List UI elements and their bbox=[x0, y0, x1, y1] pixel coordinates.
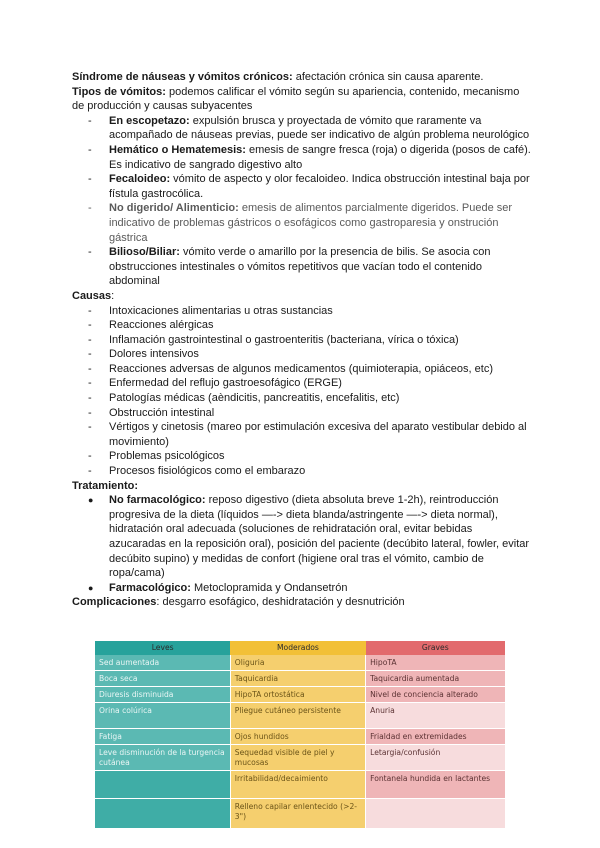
table-row bbox=[95, 745, 505, 771]
list-item bbox=[109, 201, 532, 245]
list-item: - Inflamación gastrointestinal o gastroenteritis (bacteriana, vírica o tóxica) bbox=[109, 333, 532, 348]
list-item: - Obstrucción intestinal bbox=[109, 406, 532, 421]
item-text: vómito de aspecto y olor fecaloideo. Indica obstrucción intestinal baja por fístula gastrocólica. bbox=[109, 173, 530, 200]
table-cell: Pliegue cutáneo persistente bbox=[230, 703, 365, 729]
item-label: Fecaloideo: bbox=[109, 173, 171, 186]
document-body bbox=[72, 70, 532, 610]
table-cell: Frialdad en extremidades bbox=[366, 729, 505, 745]
table-cell: Nivel de conciencia alterado bbox=[366, 687, 505, 703]
table-cell: Taquicardia aumentada bbox=[366, 671, 505, 687]
item-label: Farmacológico: bbox=[109, 581, 191, 594]
table-cell bbox=[95, 771, 230, 799]
causas-heading: Causas: bbox=[72, 289, 115, 302]
item-text: vómito verde o amarillo por la presencia de bilis. Se asocia con obstrucciones intestinales o vómitos repetitivos que vacían todo el contenido abdominal bbox=[109, 246, 491, 288]
table-cell bbox=[95, 799, 230, 829]
list-item: - Intoxicaciones alimentarias u otras sustancias bbox=[109, 304, 532, 319]
table-row bbox=[95, 771, 505, 799]
list-item: - Reacciones adversas de algunos medicamentos (quimioterapia, opiáceos, etc) bbox=[109, 362, 532, 377]
item-text: emesis de sangre fresca (roja) o digerida (posos de café). Es indicativo de sangrado digestivo alto bbox=[109, 143, 531, 171]
table-cell: Ojos hundidos bbox=[230, 729, 365, 745]
table-cell: Boca seca bbox=[95, 671, 230, 687]
item-text: expulsión brusca y proyectada de vómito que raramente va acompañado de náuseas previas, puede ser indicativo de algún problema neurológico bbox=[109, 114, 530, 142]
table-cell: Anuria bbox=[366, 703, 505, 729]
table-row bbox=[95, 799, 505, 829]
table-cell: Sed aumentada bbox=[95, 655, 230, 671]
item-text: reposo digestivo (dieta absoluta breve 1-2h), reintroducción progresiva de la dieta (líquidos —-> dieta blanda/astringente —-> dieta normal), hidratación oral adecuada (soluciones de rehidratación oral, evitar bebidas azucaradas en la reposición oral), posición del paciente (decúbito lateral, fowler, evitar decúbito supino) y medidas de confort (higiene oral tras el vómito, cambio de ropa/cama) bbox=[109, 494, 530, 580]
table-cell: Relleno capilar enlentecido (>2-3") bbox=[230, 799, 365, 829]
header-graves: Graves bbox=[366, 641, 505, 655]
causas-label: Causas bbox=[72, 289, 112, 302]
list-item: - Patologías médicas (aèndicitis, pancreatitis, encefalitis, etc) bbox=[109, 391, 532, 406]
header-moderados: Moderados bbox=[230, 641, 365, 655]
table-row bbox=[95, 655, 505, 671]
header-leves: Leves bbox=[95, 641, 230, 655]
list-item bbox=[109, 581, 532, 596]
paragraph-complicaciones bbox=[72, 595, 532, 610]
list-item: - Procesos fisiológicos como el embarazo bbox=[109, 464, 532, 479]
tratamiento-heading: Tratamiento: bbox=[72, 479, 139, 492]
table-cell: HipoTA ortostática bbox=[230, 687, 365, 703]
sindrome-label: Síndrome de náuseas y vómitos crónicos: bbox=[72, 71, 293, 83]
list-item: - Enfermedad del reflujo gastroesofágico (ERGE) bbox=[109, 376, 532, 391]
complicaciones-text: : desgarro esofágico, deshidratación y desnutrición bbox=[156, 596, 405, 609]
table-cell: Sequedad visible de piel y mucosas bbox=[230, 745, 365, 771]
paragraph-sindrome bbox=[72, 70, 532, 85]
dehydration-severity-table bbox=[95, 641, 505, 829]
sindrome-text: afectación crónica sin causa aparente. bbox=[292, 71, 484, 83]
table-row bbox=[95, 703, 505, 729]
tratamiento-list bbox=[72, 493, 532, 595]
tipos-list bbox=[72, 114, 532, 289]
paragraph-tipos bbox=[72, 85, 532, 114]
table-cell: Irritabilidad/decaimiento bbox=[230, 771, 365, 799]
item-label: No digerido/ Alimenticio: bbox=[109, 202, 239, 215]
item-label: Bilioso/Biliar: bbox=[109, 246, 180, 259]
list-item: - Dolores intensivos bbox=[109, 347, 532, 362]
table-header-row bbox=[95, 641, 505, 655]
tipos-label: Tipos de vómitos: bbox=[72, 85, 166, 98]
causas-list bbox=[72, 304, 532, 479]
tipos-text: podemos calificar el vómito según su apariencia, contenido, mecanismo de producción y causas subyacentes bbox=[72, 85, 520, 113]
table-cell: Oliguria bbox=[230, 655, 365, 671]
table-cell: Diuresis disminuida bbox=[95, 687, 230, 703]
table-cell bbox=[366, 799, 505, 829]
list-item bbox=[109, 172, 532, 201]
table-cell: Letargia/confusión bbox=[366, 745, 505, 771]
table-cell: Taquicardia bbox=[230, 671, 365, 687]
item-label: En escopetazo: bbox=[109, 114, 190, 127]
table-cell: HipoTA bbox=[366, 655, 505, 671]
list-item: - Vértigos y cinetosis (mareo por estimulación excesiva del aparato vestibular debido al movimiento) bbox=[109, 420, 532, 449]
item-text: emesis de alimentos parcialmente digeridos. Puede ser indicativo de problemas gástricos o esofágicos como gastroparesia y onstrución gástrica bbox=[109, 202, 513, 244]
table-cell: Orina colúrica bbox=[95, 703, 230, 729]
table-cell: Fatiga bbox=[95, 729, 230, 745]
table-cell: Fontanela hundida en lactantes bbox=[366, 771, 505, 799]
item-label: Hemático o Hematemesis: bbox=[109, 143, 246, 156]
item-label: No farmacológico: bbox=[109, 494, 206, 507]
list-item bbox=[109, 114, 532, 143]
table-row bbox=[95, 671, 505, 687]
list-item bbox=[109, 493, 532, 581]
table-row bbox=[95, 729, 505, 745]
item-text: Metoclopramida y Ondansetrón bbox=[190, 581, 348, 594]
complicaciones-label: Complicaciones bbox=[72, 596, 157, 609]
list-item: - Reacciones alérgicas bbox=[109, 318, 532, 333]
list-item: - Problemas psicológicos bbox=[109, 449, 532, 464]
table-row bbox=[95, 687, 505, 703]
list-item bbox=[109, 143, 532, 172]
list-item bbox=[109, 245, 532, 289]
table-cell: Leve disminución de la turgencia cutánea bbox=[95, 745, 230, 771]
